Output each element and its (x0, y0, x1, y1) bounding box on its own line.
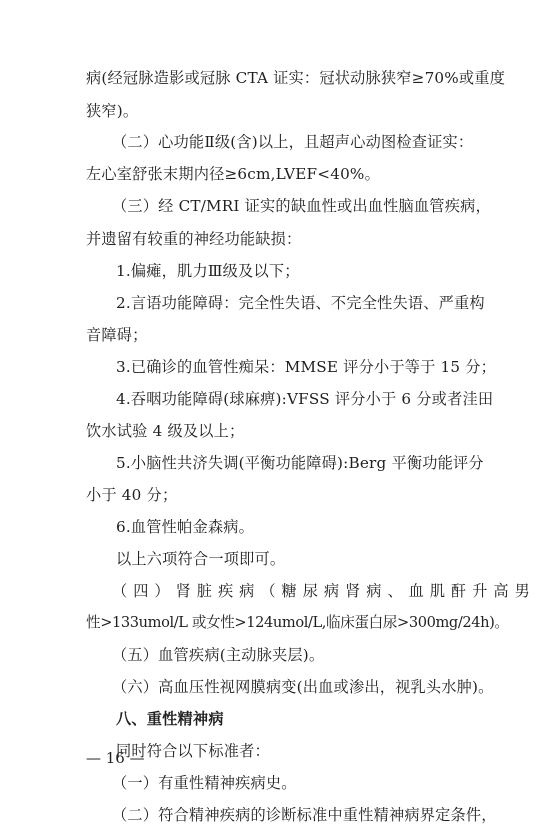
text-line: 左心室舒张末期内径≥6cm,LVEF<40%。 (86, 165, 380, 183)
text-line: （六）高血压性视网膜病变(出血或渗出，视乳头水肿)。 (112, 678, 494, 696)
list-item: 1.偏瘫，肌力Ⅲ级及以下； (116, 262, 300, 280)
text-line: 同时符合以下标准者： (116, 742, 270, 760)
list-item: 2.言语功能障碍：完全性失语、不完全性失语、严重构 (116, 294, 485, 312)
section-heading: 八、重性精神病 (116, 710, 224, 728)
text-line: （三）经 CT/MRI 证实的缺血性或出血性脑血管疾病， (112, 197, 491, 215)
text-line: 饮水试验 4 级及以上； (86, 422, 245, 440)
text-line: 狭窄)。 (86, 102, 139, 120)
text-line: （一）有重性精神疾病史。 (112, 774, 297, 792)
text-line: （四）肾脏疾病（糖尿病肾病、血肌酐升高男 (112, 582, 536, 600)
list-item: 3.已确诊的血管性痴呆：MMSE 评分小于等于 15 分； (116, 358, 497, 376)
text-line: 以上六项符合一项即可。 (116, 550, 286, 568)
text-line: 性>133umol/L 或女性>124umol/L,临床蛋白尿>300mg/24h)。 (86, 614, 509, 631)
list-item: 5.小脑性共济失调(平衡功能障碍):Berg 平衡功能评分 (116, 454, 484, 472)
text-line: 音障碍； (86, 326, 148, 344)
text-line: 病(经冠脉造影或冠脉 CTA 证实：冠状动脉狭窄≥70%或重度 (86, 69, 506, 87)
text-line: 并遗留有较重的神经功能缺损： (86, 230, 302, 248)
page-number: — 16 — (86, 749, 145, 767)
text-line: 小于 40 分； (86, 486, 178, 504)
text-line: （五）血管疾病(主动脉夹层)。 (112, 646, 325, 664)
text-line: （二）心功能Ⅱ级(含)以上，且超声心动图检查证实： (112, 133, 474, 151)
text-line: （二）符合精神疾病的诊断标准中重性精神病界定条件， (112, 806, 497, 824)
list-item: 6.血管性帕金森病。 (116, 518, 254, 536)
list-item: 4.吞咽功能障碍(球麻痹):VFSS 评分小于 6 分或者洼田 (116, 390, 494, 408)
